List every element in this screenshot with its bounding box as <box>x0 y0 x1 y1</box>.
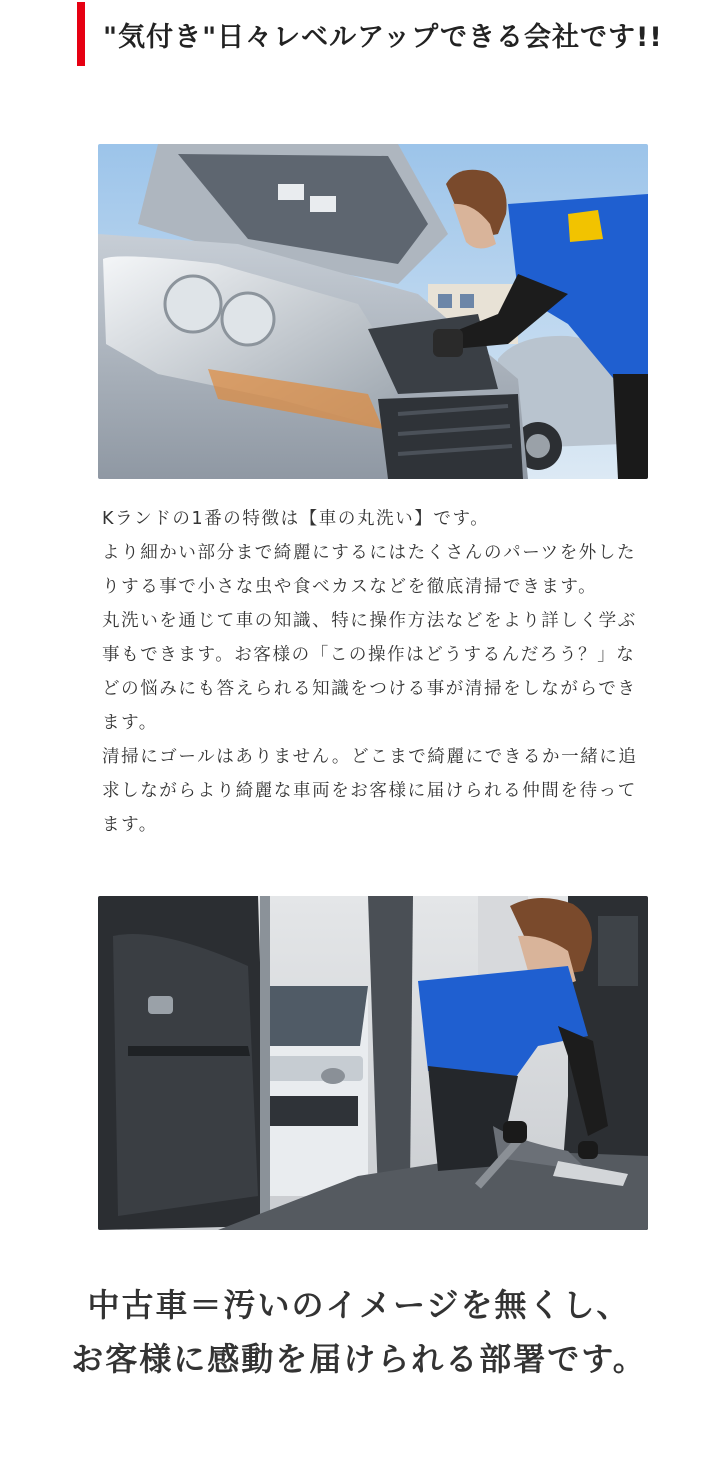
heading-accent-bar <box>77 2 85 66</box>
paragraph: より細かい部分まで綺麗にするにはたくさんのパーツを外したりする事で小さな虫や食べカスなどを徹底清掃できます。 <box>102 543 637 597</box>
engine-cleaning-photo <box>98 144 648 479</box>
section-heading <box>77 2 677 66</box>
heading-title: "気付き"日々レベルアップできる会社です!! <box>103 22 663 53</box>
interior-vacuum-photo <box>98 896 648 1230</box>
tagline-line: 中古車＝汚いのイメージを無くし、 <box>87 1286 631 1324</box>
paragraph: Kランドの1番の特徴は【車の丸洗い】です。 <box>102 509 490 529</box>
tagline <box>0 1278 718 1386</box>
tagline-line: お客様に感動を届けられる部署です。 <box>71 1340 647 1378</box>
paragraph: 清掃にゴールはありません。どこまで綺麗にできるか一緒に追求しながらより綺麗な車両をお客様に届けられる仲間を待ってます。 <box>102 747 638 835</box>
paragraph: 丸洗いを通じて車の知識、特に操作方法などをより詳しく学ぶ事もできます。お客様の「この操作はどうするんだろう？」などの悩みにも答えられる知識をつける事が清掃をしながらできます。 <box>102 611 637 733</box>
description-text <box>102 502 652 842</box>
